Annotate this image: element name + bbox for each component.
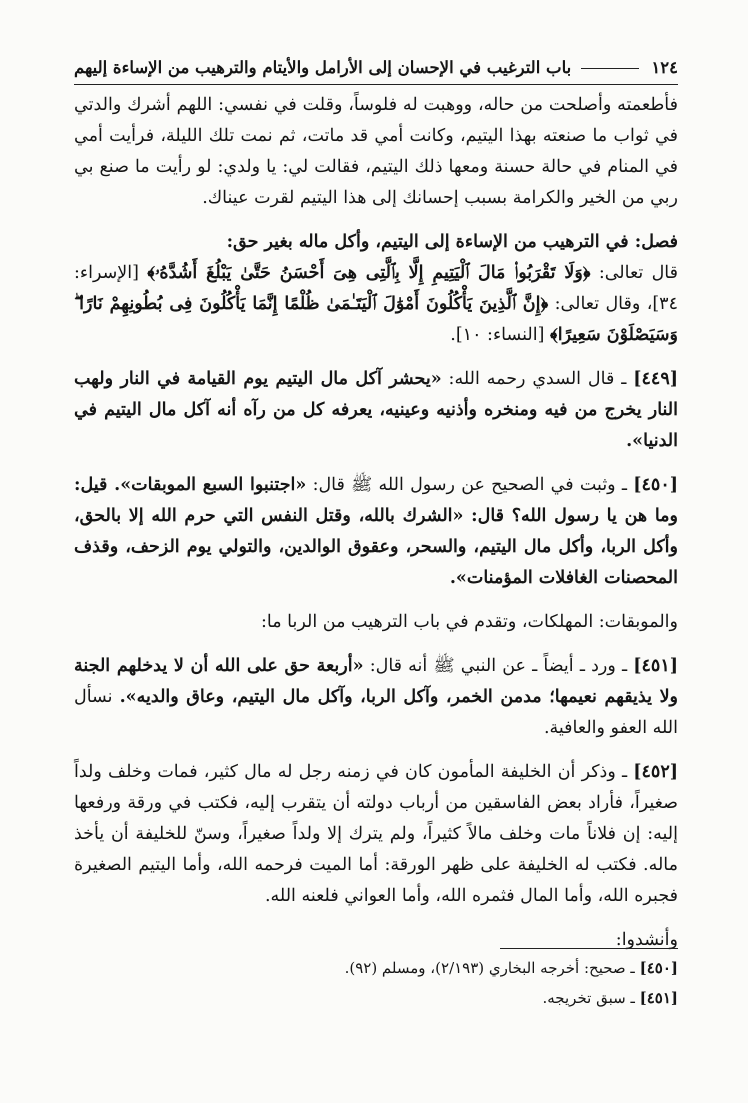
footnote-separator bbox=[500, 948, 678, 949]
paragraph-anshadu: وأنشدوا: bbox=[615, 930, 678, 950]
paragraph-mubiqat: والموبقات: المهلكات، وتقدم في باب الترهيب من الربا ما: bbox=[260, 612, 678, 632]
quran-verse-isra: ﴿وَلَا تَقْرَبُوا۟ مَالَ ٱلْيَتِيمِ إِلَّا بِٱلَّتِى هِىَ أَحْسَنُ حَتَّىٰ يَبْلُغَ أَشُدَّهُۥ﴾ bbox=[147, 263, 591, 283]
narration-number: [٤٥١] bbox=[633, 656, 678, 676]
narration-number: [٤٥٠] bbox=[633, 475, 678, 495]
paragraph-quran-verses: قال تعالى: ﴿وَلَا تَقْرَبُوا۟ مَالَ ٱلْيَتِيمِ إِلَّا بِٱلَّتِى هِىَ أَحْسَنُ حَتَّىٰ يَبْلُغَ أَشُدَّهُۥ﴾ [الإسراء: ٣٤]، وقال تعالى: ﴿إِنَّ ٱلَّذِينَ يَأْكُلُونَ أَمْوَٰلَ ٱلْيَتَـٰمَىٰ ظُلْمًا إِنَّمَا يَأْكُلُونَ فِى بُطُونِهِمْ نَارًا ۖ وَسَيَصْلَوْنَ سَعِيرًا﴾ [النساء: ١٠]. bbox=[74, 263, 678, 345]
header-dash bbox=[581, 68, 639, 69]
paragraph-continuation: فأطعمته وأصلحت من حاله، ووهبت له فلوساً، وقلت في نفسي: اللهم أشرك والدتي في ثواب ما صنعته بهذا اليتيم، وكانت أمي قد ماتت، ثم نمت تلك الليلة، فرأيت أمي في المنام في حالة حسنة ومعها ذلك اليتيم، فقالت لي: يا ولدي: لو رأيت ما صنع بي ربي من الخير والكرامة بسبب إحسانك إلى هذا اليتيم لقرت عيناك. bbox=[74, 95, 679, 208]
page-number: ١٢٤ bbox=[651, 57, 678, 77]
narration-number: [٤٥٢] bbox=[633, 762, 678, 782]
chapter-title: باب الترغيب في الإحسان إلى الأرامل والأيتام والترهيب من الإساءة إليهم bbox=[74, 57, 572, 77]
page-body bbox=[74, 90, 678, 956]
footnotes bbox=[74, 953, 678, 1013]
section-heading: فصل: في الترهيب من الإساءة إلى اليتيم، وأكل ماله بغير حق: bbox=[226, 232, 678, 252]
narration-449: [٤٤٩] ـ قال السدي رحمه الله: «يحشر آكل مال اليتيم يوم القيامة في النار ولهب النار يخرج من فيه ومنخره وأذنيه وعينيه، يعرفه كل من رآه أنه آكل مال اليتيم في الدنيا». bbox=[74, 369, 678, 451]
footnote-450: [٤٥٠] ـ صحيح: أخرجه البخاري (٢/١٩٣)، ومسلم (٩٢). bbox=[344, 959, 678, 977]
footnote-451: [٤٥١] ـ سبق تخريجه. bbox=[542, 989, 678, 1007]
narration-451: [٤٥١] ـ ورد ـ أيضاً ـ عن النبي ﷺ أنه قال: «أربعة حق على الله أن لا يدخلهم الجنة ولا يذيقهم نعيمها؛ مدمن الخمر، وآكل الربا، وآكل مال اليتيم، وعاق والديه». نسأل الله العفو والعافية. bbox=[74, 656, 678, 738]
running-header bbox=[74, 50, 678, 85]
narration-452: [٤٥٢] ـ وذكر أن الخليفة المأمون كان في زمنه رجل له مال كثير، فمات وخلف ولداً صغيراً، فأراد بعض الفاسقين من أرباب دولته أن يتقرب إليه، فكتب في ورقة ورفعها إليه: إن فلاناً مات وخلف مالاً كثيراً، ولم يترك إلا ولداً صغيراً، وسنّ للخليفة أن يأخذ ماله. فكتب له الخليفة على ظهر الورقة: أما الميت فرحمه الله، وأما اليتيم الصغيرة فجبره الله، وأما المال فثمره الله، وأما العواني فلعنه الله. bbox=[74, 762, 678, 906]
narration-450: [٤٥٠] ـ وثبت في الصحيح عن رسول الله ﷺ قال: «اجتنبوا السبع الموبقات». قيل: وما هن يا رسول الله؟ قال: «الشرك بالله، وقتل النفس التي حرم الله إلا بالحق، وأكل الربا، وأكل مال اليتيم، والسحر، وعقوق الوالدين، والتولي يوم الزحف، وقذف المحصنات الغافلات المؤمنات». bbox=[74, 475, 678, 588]
quran-verse-nisa: ﴿إِنَّ ٱلَّذِينَ يَأْكُلُونَ أَمْوَٰلَ ٱلْيَتَـٰمَىٰ ظُلْمًا إِنَّمَا يَأْكُلُونَ فِى بُطُونِهِمْ نَارًا ۖ وَسَيَصْلَوْنَ سَعِيرًا﴾ bbox=[74, 294, 678, 345]
narration-number: [٤٤٩] bbox=[633, 369, 678, 389]
